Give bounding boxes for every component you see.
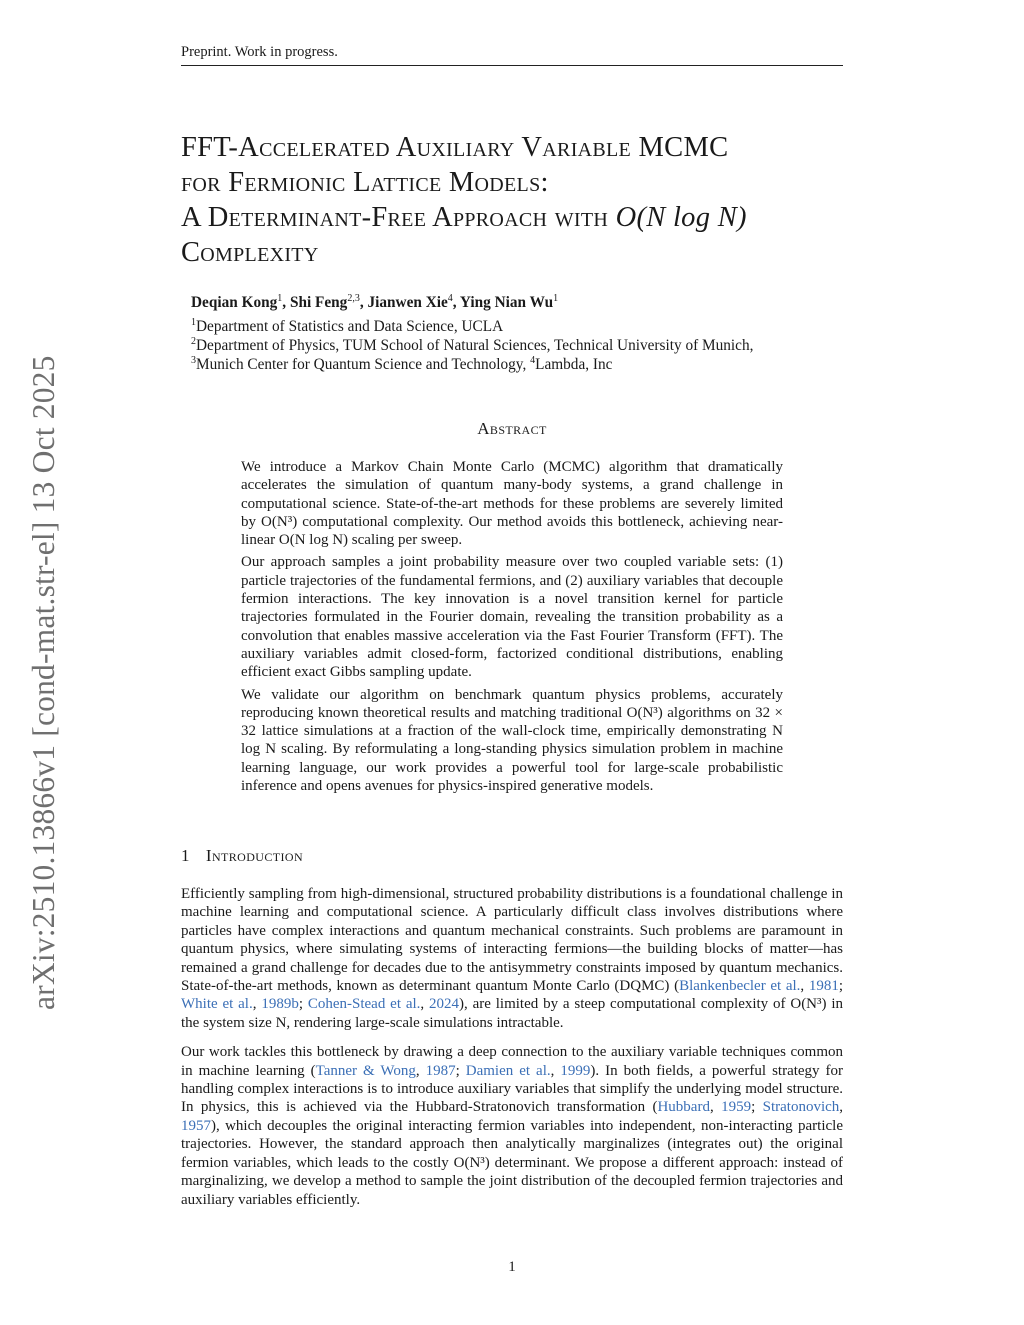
citation-separator: , [415,1062,426,1079]
abstract-paragraph: Our approach samples a joint probability measure over two coupled variable sets: (1) particle trajectories of the fundamental fermions, and (2) auxiliary variables that decouple fermion interactions. The key innovation is a novel transition kernel for particle trajectories formulated in the Fourier domain, revealing the transition probability as a convolution that enables massive acceleration via the Fast Fourier Transform (FFT). The auxiliary variables admit closed-form, factorized conditional distributions, enabling efficient exact Gibbs sampling update. [241,554,783,681]
citation-link[interactable]: 1987 [425,1062,456,1079]
citation-link[interactable]: 1957 [181,1117,211,1134]
title-line-4: Complexity [181,237,319,268]
citation-link[interactable]: Blankenbecler et al. [679,978,801,995]
affiliation-mark: 3 [191,355,196,366]
paper-title [181,130,881,270]
affiliation-text: Munich Center for Quantum Science and Technology, [196,356,531,374]
section-heading [181,846,303,866]
author-affiliation-mark: 1 [553,293,559,304]
header-note: Preprint. Work in progress. [181,44,338,60]
abstract-paragraph: We introduce a Markov Chain Monte Carlo (MCMC) algorithm that dramatically accelerates the simulation of quantum many-body systems, a grand challenge in computational science. State-of-the-art methods for these problems are severely limited by O(N³) computational complexity. Our method avoids this bottleneck, achieving near-linear O(N log N) scaling per sweep. [241,459,783,549]
citation-separator: , [800,978,809,995]
abstract-paragraph: We validate our algorithm on benchmark quantum physics problems, accurately reproducing known theoretical results and matching traditional O(N³) algorithms on 32 × 32 lattice simulations at a fraction of the wall-clock time, empirically demonstrating N log N scaling. By reformulating a long-standing physics simulation problem in machine learning language, our work provides a powerful tool for large-scale probabilistic inference and opens avenues for physics-inspired generative models. [241,686,783,795]
author-name: Jianwen Xie [367,294,448,312]
introduction-body [181,885,843,1220]
author-list: Deqian Kong$^1$, Shi Feng$^{2,3}$, Jianwen Xie$^4$, Ying Nian Wu$^1$ [191,293,559,312]
affiliation-3 [191,351,612,374]
page-number: 1 [508,1259,516,1275]
citation-separator: , [252,996,262,1013]
citation-separator: , [709,1099,722,1116]
citation-link[interactable]: 2024 [429,996,459,1013]
citation-link[interactable]: 1959 [721,1099,752,1116]
citation-link[interactable]: Tanner & Wong [315,1062,416,1079]
citation-separator: , [839,1099,844,1116]
body-text-run: Efficiently sampling from high-dimensional, structured probability distributions is a foundational challenge in machine learning and computational science. A particularly difficult class involves distributions where particles have complex interactions and quantum mechanical constraints. Such problems are paramount in quantum physics, where simulating systems of interacting fermions—the building blocks of matter—has remained a grand challenge for decades due to the antisymmetry constraints imposed by quantum mechanics. State-of-the-art methods, known as determinant quantum Monte Carlo (DQMC) ( [181,886,843,995]
title-line-1: FFT-Accelerated Auxiliary Variable MCMC [181,132,729,163]
citation-link[interactable]: 1989b [261,996,299,1013]
citation-link[interactable]: 1999 [560,1062,591,1079]
author-name: Ying Nian Wu [459,294,554,312]
author-affiliation-mark: 2,3 [347,293,360,304]
citation-link[interactable]: 1981 [808,978,839,995]
title-line-2: for Fermionic Lattice Models: [181,167,549,198]
body-text-run: ). In both fields, a powerful strategy for handling complex interactions is to introduce auxiliary variables that simplify the underlying model structure. In physics, this is achieved via the Hubbard-Stratonovich transformation ( [181,1062,844,1116]
header-rule [181,65,843,66]
affiliation-text: Department of Statistics and Data Science, UCLA [196,318,504,336]
arxiv-identifier: arXiv:2510.13866v1 [cond-mat.str-el] 13 Oct 2025 [26,355,61,1010]
citation-link[interactable]: White et al. [181,996,253,1013]
citation-separator: ; [751,1099,763,1116]
abstract-heading [0,419,1024,439]
title-line-3 [181,200,881,235]
title-complexity-math: O(N log N) [615,202,747,233]
abstract-body [241,458,783,799]
abstract-heading-text: Abstract [477,419,547,438]
title-line-3-text: A Determinant-Free Approach with [181,202,609,233]
citation-link[interactable]: Damien et al. [465,1062,551,1079]
citation-link[interactable]: Hubbard [657,1099,710,1116]
author-affiliation-mark: 4 [447,293,453,304]
author-name: Shi Feng [289,294,348,312]
author-name: Deqian Kong [191,294,278,312]
citation-link[interactable]: Cohen-Stead et al. [307,996,421,1013]
affiliation-mark: 2 [191,336,196,347]
citation-separator: , [420,996,429,1013]
section-title: Introduction [205,846,304,865]
body-text-run: Our work tackles this bottleneck by drawing a deep connection to the auxiliary variable techniques common in machine learning ( [181,1044,843,1079]
body-text-run: ), which decouples the original interacting fermion variables into independent, non-interacting particle trajectories. However, the standard approach then analytically marginalizes (integrates out) the original fermion variables, which leads to the costly O(N³) determinant. We propose a different approach: instead of marginalizing, we develop a method to sample the joint distribution of the decoupled fermion trajectories and auxiliary variables efficiently. [181,1117,843,1208]
affiliation-text: Department of Physics, TUM School of Natural Sciences, Technical University of Munich, [196,337,754,355]
citation-separator: ; [455,1062,466,1079]
affiliation-mark: 4 [530,355,536,366]
body-text-run: ), are limited by a steep computational complexity of O(N³) in the system size N, rendering large-scale simulations intractable. [181,996,844,1031]
affiliation-mark: 1 [191,317,196,328]
section-number: 1 [181,846,190,865]
body-paragraph [181,885,843,1032]
citation-separator: ; [838,978,844,995]
citation-separator: , [550,1062,561,1079]
citation-link[interactable]: Stratonovich [762,1099,840,1116]
citation-separator: ; [298,996,308,1013]
author-affiliation-mark: 1 [277,293,283,304]
affiliation-text: Lambda, Inc [535,356,613,374]
body-paragraph [181,1043,843,1209]
